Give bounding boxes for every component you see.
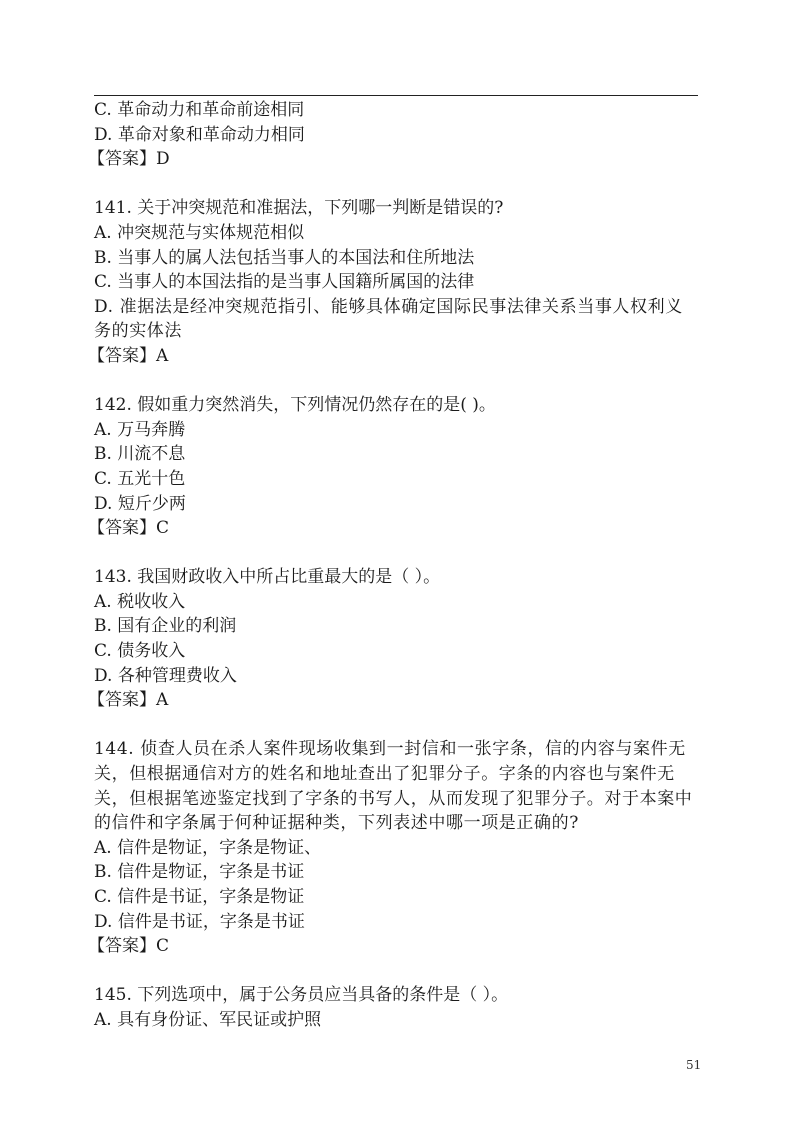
option-line: D. 短斤少两: [94, 493, 186, 514]
option-line: C. 债务收入: [94, 641, 186, 662]
question-stem: 143. 我国财政收入中所占比重最大的是（ ）。: [94, 567, 441, 588]
option-line: D. 各种管理费收入: [94, 665, 237, 686]
option-line: B. 信件是物证，字条是书证: [94, 862, 305, 883]
question-stem: 145. 下列选项中，属于公务员应当具备的条件是（ ）。: [94, 985, 509, 1006]
option-line: B. 国有企业的利润: [94, 616, 237, 637]
option-line: A. 税收收入: [94, 591, 186, 612]
option-line: C. 当事人的本国法指的是当事人国籍所属国的法律: [94, 272, 475, 293]
question-stem: 141. 关于冲突规范和准据法，下列哪一判断是错误的?: [94, 198, 504, 219]
option-line: A. 信件是物证，字条是物证、: [94, 837, 322, 858]
option-line: D. 信件是书证，字条是书证: [94, 911, 305, 932]
spacer: [94, 541, 698, 566]
option-line: A. 具有身份证、军民证或护照: [94, 1009, 322, 1030]
page-number: 51: [686, 1058, 702, 1072]
option-line: B. 当事人的属人法包括当事人的本国法和住所地法: [94, 247, 475, 268]
page-content: [88, 98, 698, 1033]
spacer: [94, 713, 698, 738]
option-line: B. 川流不息: [94, 444, 186, 465]
option-line: D. 准据法是经冲突规范指引、能够具体确定国际民事法律关系当事人权利义务的实体法: [94, 296, 683, 342]
spacer: [94, 172, 698, 197]
option-line: C. 革命动力和革命前途相同: [94, 100, 305, 120]
spacer: [94, 369, 698, 394]
answer-line: 【答案】C: [88, 518, 170, 539]
option-line: D. 革命对象和革命动力相同: [94, 124, 305, 145]
question-stem: 142. 假如重力突然消失，下列情况仍然存在的是( )。: [94, 395, 496, 416]
spacer: [94, 959, 698, 984]
option-line: A. 万马奔腾: [94, 419, 186, 440]
answer-line: 【答案】A: [88, 345, 169, 366]
question-stem: 144. 侦查人员在杀人案件现场收集到一封信和一张字条，信的内容与案件无关，但根据通信对方的姓名和地址查出了犯罪分子。字条的内容也与案件无关，但根据笔迹鉴定找到了字条的书写人，从而发现了犯罪分子。对于本案中的信件和字条属于何种证据种类，下列表述中哪一项是正确的?: [94, 739, 693, 834]
answer-line: 【答案】C: [88, 936, 170, 957]
answer-line: 【答案】A: [88, 690, 169, 711]
option-line: A. 冲突规范与实体规范相似: [94, 222, 305, 243]
answer-line: 【答案】D: [88, 149, 170, 170]
header-rule: [94, 95, 698, 96]
option-line: C. 信件是书证，字条是物证: [94, 887, 305, 907]
option-line: C. 五光十色: [94, 468, 186, 489]
